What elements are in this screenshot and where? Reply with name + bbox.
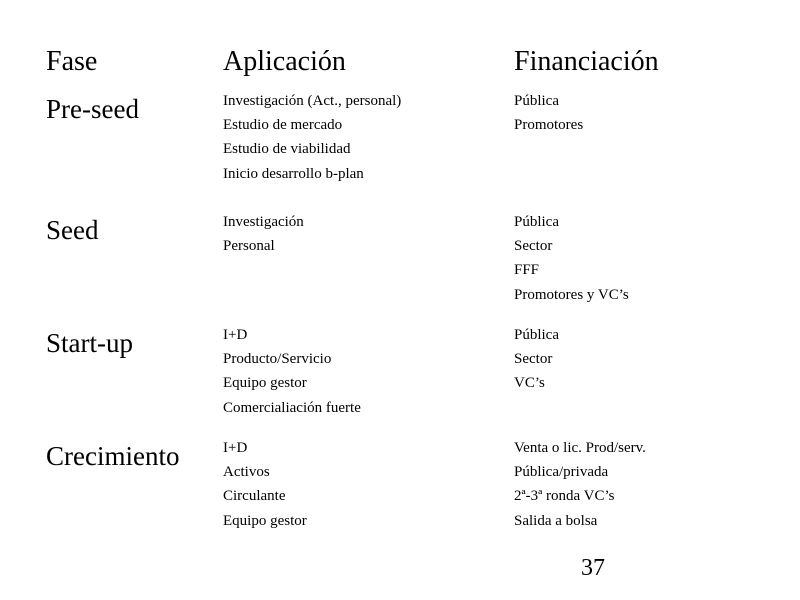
financing-item: Sector — [514, 238, 553, 255]
financing-item: Promotores y VC’s — [514, 286, 629, 303]
application-item: Comercialiación fuerte — [223, 399, 361, 416]
financing-list — [514, 210, 629, 307]
header-financing: Financiación — [514, 46, 659, 77]
page-number: 37 — [581, 555, 605, 581]
financing-list — [514, 323, 559, 396]
application-item: Activos — [223, 464, 270, 481]
application-item: Producto/Servicio — [223, 351, 332, 368]
financing-item: Sector — [514, 351, 553, 368]
financing-list — [514, 89, 583, 137]
financing-item: Pública — [514, 327, 559, 343]
application-item: Estudio de viabilidad — [223, 141, 351, 158]
application-item: Inicio desarrollo b-plan — [223, 165, 364, 182]
financing-item: Promotores — [514, 117, 584, 134]
phase-crecimiento: Crecimiento — [46, 441, 180, 471]
financing-item: Pública — [514, 93, 559, 109]
financing-item: Venta o lic. Prod/serv. — [514, 440, 646, 456]
header-application: Aplicación — [223, 46, 346, 77]
header-phase: Fase — [46, 46, 98, 77]
financing-item: Salida a bolsa — [514, 512, 598, 529]
financing-item: FFF — [514, 262, 540, 279]
application-item: Circulante — [223, 488, 286, 505]
application-item: I+D — [223, 440, 248, 456]
application-item: Investigación — [223, 214, 304, 230]
application-item: Equipo gestor — [223, 375, 307, 392]
application-list — [223, 89, 401, 186]
financing-item: Pública — [514, 214, 559, 230]
application-item: Investigación (Act., personal) — [223, 93, 402, 109]
application-item: Equipo gestor — [223, 512, 307, 529]
application-item: I+D — [223, 327, 248, 343]
financing-item: Pública/privada — [514, 464, 609, 481]
financing-item: 2ª-3ª ronda VC’s — [514, 488, 615, 505]
financing-list — [514, 436, 646, 533]
application-list — [223, 210, 304, 258]
financing-item: VC’s — [514, 375, 545, 392]
phase-pre-seed: Pre-seed — [46, 94, 139, 124]
application-item: Personal — [223, 238, 275, 255]
application-list — [223, 323, 361, 420]
phase-seed: Seed — [46, 215, 99, 245]
application-list — [223, 436, 307, 533]
phase-start-up: Start-up — [46, 328, 133, 358]
application-item: Estudio de mercado — [223, 117, 343, 134]
